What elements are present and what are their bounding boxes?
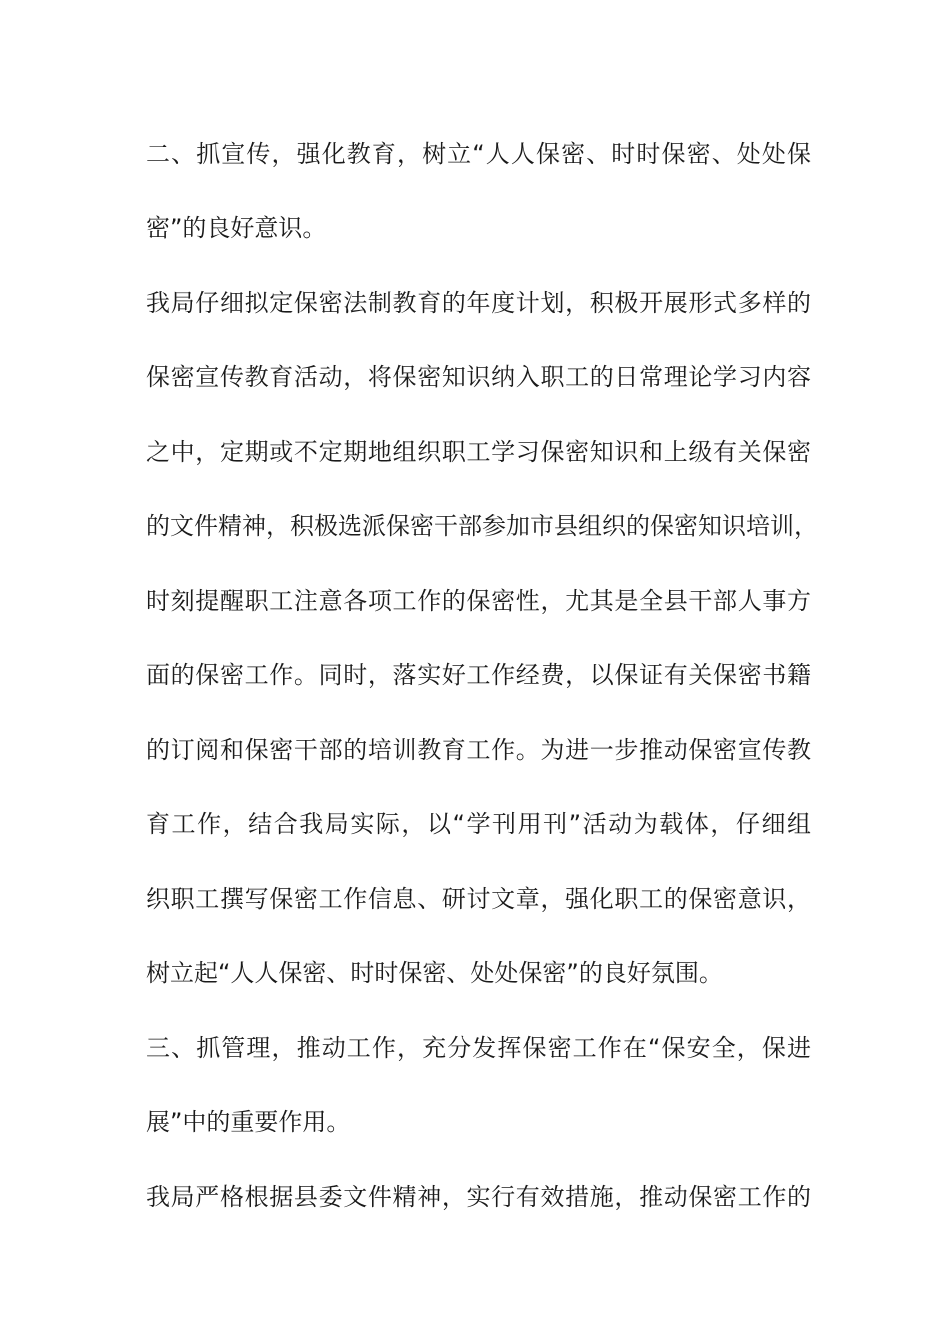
- paragraph-line: 之中，定期或不定期地组织职工学习保密知识和上级有关保密: [146, 438, 811, 466]
- paragraph-line: 的订阅和保密干部的培训教育工作。为进一步推动保密宣传教: [146, 736, 811, 764]
- paragraph-line: 保密宣传教育活动，将保密知识纳入职工的日常理论学习内容: [146, 363, 811, 391]
- section-2-heading-line-1: 二、抓宣传，强化教育，树立“人人保密、时时保密、处处保: [146, 140, 811, 168]
- paragraph-line: 面的保密工作。同时，落实好工作经费，以保证有关保密书籍: [146, 661, 811, 689]
- paragraph-line: 我局严格根据县委文件精神，实行有效措施，推动保密工作的: [146, 1183, 811, 1211]
- section-2-heading-line-2: 密”的良好意识。: [146, 214, 327, 242]
- paragraph-line: 的文件精神，积极选派保密干部参加市县组织的保密知识培训，: [146, 512, 818, 540]
- paragraph-line: 育工作，结合我局实际，以“学刊用刊”活动为载体，仔细组: [146, 810, 811, 838]
- paragraph-line: 时刻提醒职工注意各项工作的保密性，尤其是全县干部人事方: [146, 587, 811, 615]
- paragraph-line: 织职工撰写保密工作信息、研讨文章，强化职工的保密意识，: [146, 885, 811, 913]
- section-3-heading-line-2: 展”中的重要作用。: [146, 1108, 351, 1136]
- paragraph-line: 我局仔细拟定保密法制教育的年度计划，积极开展形式多样的: [146, 289, 811, 317]
- section-3-heading-line-1: 三、抓管理，推动工作，充分发挥保密工作在“保安全，保进: [146, 1034, 811, 1062]
- paragraph-line-last: 树立起“人人保密、时时保密、处处保密”的良好氛围。: [146, 959, 723, 987]
